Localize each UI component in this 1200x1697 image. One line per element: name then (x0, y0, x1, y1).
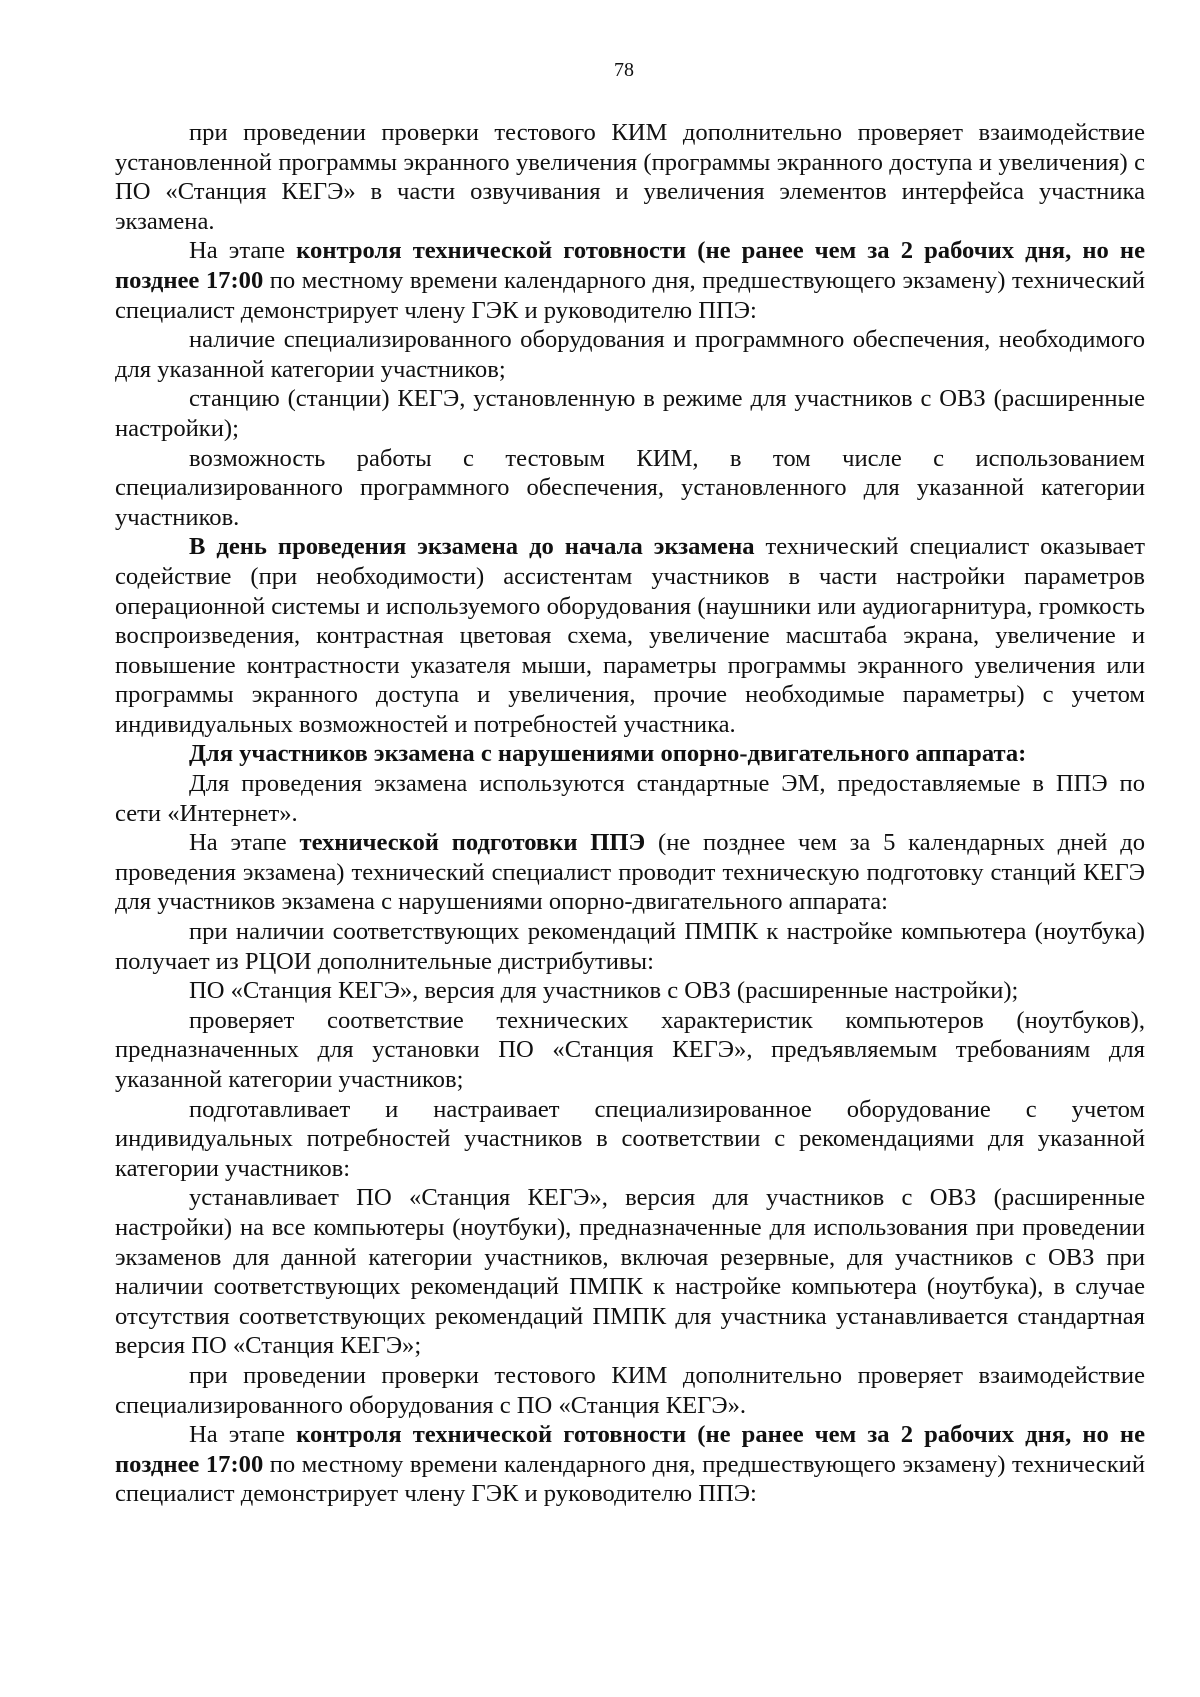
paragraph (115, 976, 1145, 1006)
paragraph (115, 1361, 1145, 1420)
text-run: На этапе (189, 829, 300, 857)
text-run: устанавливает ПО «Станция КЕГЭ», версия для участников с ОВЗ (расширенные настройки) на все компьютеры (ноутбуки), предназначенные для использования при проведении экзаменов для данной категории участников, включая резервные, для участников с ОВЗ при наличии соответствующих рекомендаций ПМПК к настройке компьютера (ноутбука), в случае отсутствия соответствующих рекомендаций ПМПК для участника устанавливается стандартная версия ПО «Станция КЕГЭ»; (115, 1184, 1145, 1360)
paragraph (115, 769, 1145, 828)
bold-text: контроля технической готовности (не ранее чем за 2 рабочих дня, но не позднее 17:00 (115, 237, 1145, 294)
paragraph (115, 384, 1145, 443)
text-run: На этапе (189, 237, 297, 265)
text-run: при проведении проверки тестового КИМ дополнительно проверяет взаимодействие специализированного оборудования с ПО «Станция КЕГЭ». (115, 1361, 1145, 1419)
paragraph (115, 828, 1145, 917)
paragraph (115, 1183, 1145, 1361)
text-run: станцию (станции) КЕГЭ, установленную в режиме для участников с ОВЗ (расширенные настройки); (115, 385, 1145, 442)
bold-text: Для участников экзамена с нарушениями опорно-двигательного аппарата: (189, 740, 1027, 768)
paragraph (115, 532, 1145, 739)
text-run: (не позднее чем за 5 календарных дней до проведения экзамена) технический специалист проводит техническую подготовку станций КЕГЭ для участников экзамена с нарушениями опорно-двигательного аппарата: (115, 829, 1146, 916)
paragraph (115, 444, 1145, 533)
paragraph (115, 118, 1145, 236)
paragraph (115, 1420, 1145, 1509)
text-run: Для проведения экзамена используются стандартные ЭМ, предоставляемые в ППЭ по сети «Интернет». (115, 770, 1145, 827)
text-run: На этапе (189, 1421, 297, 1449)
bold-text: технической подготовки ППЭ (299, 829, 646, 857)
paragraph (115, 325, 1145, 384)
text-run: технический специалист оказывает содействие (при необходимости) ассистентам участников в части настройки параметров операционной системы и используемого оборудования (наушники или аудиогарнитура, громкость воспроизведения, контрастная цветовая схема, увеличение масштаба экрана, увеличение и повышение контрастности указателя мыши, параметры программы экранного увеличения или программы экранного доступа и увеличения, прочие необходимые параметры) с учетом индивидуальных возможностей и потребностей участника. (115, 533, 1145, 738)
text-run: наличие специализированного оборудования и программного обеспечения, необходимого для указанной категории участников; (115, 326, 1145, 383)
text-run: подготавливает и настраивает специализированное оборудование с учетом индивидуальных потребностей участников в соответствии с рекомендациями для указанной категории участников: (115, 1095, 1145, 1182)
paragraph (115, 236, 1145, 325)
text-run: по местному времени календарного дня, предшествующего экзамену) технический специалист демонстрирует члену ГЭК и руководителю ППЭ: (115, 1450, 1145, 1508)
text-run: ПО «Станция КЕГЭ», версия для участников с ОВЗ (расширенные настройки); (189, 977, 1019, 1005)
text-run: возможность работы с тестовым КИМ, в том числе с использованием специализированного программного обеспечения, установленного для указанной категории участников. (115, 444, 1145, 531)
bold-text: контроля технической готовности (не ранее чем за 2 рабочих дня, но не позднее 17:00 (115, 1421, 1145, 1478)
paragraph (115, 1095, 1145, 1184)
text-run: при проведении проверки тестового КИМ дополнительно проверяет взаимодействие установленной программы экранного увеличения (программы экранного доступа и увеличения) с ПО «Станция КЕГЭ» в части озвучивания и увеличения элементов интерфейса участника экзамена. (115, 119, 1145, 235)
bold-text: В день проведения экзамена до начала экзамена (189, 533, 755, 561)
text-run: по местному времени календарного дня, предшествующего экзамену) технический специалист демонстрирует члену ГЭК и руководителю ППЭ: (115, 266, 1145, 324)
paragraph (115, 1006, 1145, 1095)
page-number: 78 (614, 59, 634, 81)
paragraph (115, 739, 1145, 769)
text-run: проверяет соответствие технических характеристик компьютеров (ноутбуков), предназначенных для установки ПО «Станция КЕГЭ», предъявляемым требованиям для указанной категории участников; (115, 1006, 1145, 1093)
document-body (115, 118, 1145, 1509)
text-run: при наличии соответствующих рекомендаций ПМПК к настройке компьютера (ноутбука) получает из РЦОИ дополнительные дистрибутивы: (115, 918, 1145, 975)
paragraph (115, 917, 1145, 976)
